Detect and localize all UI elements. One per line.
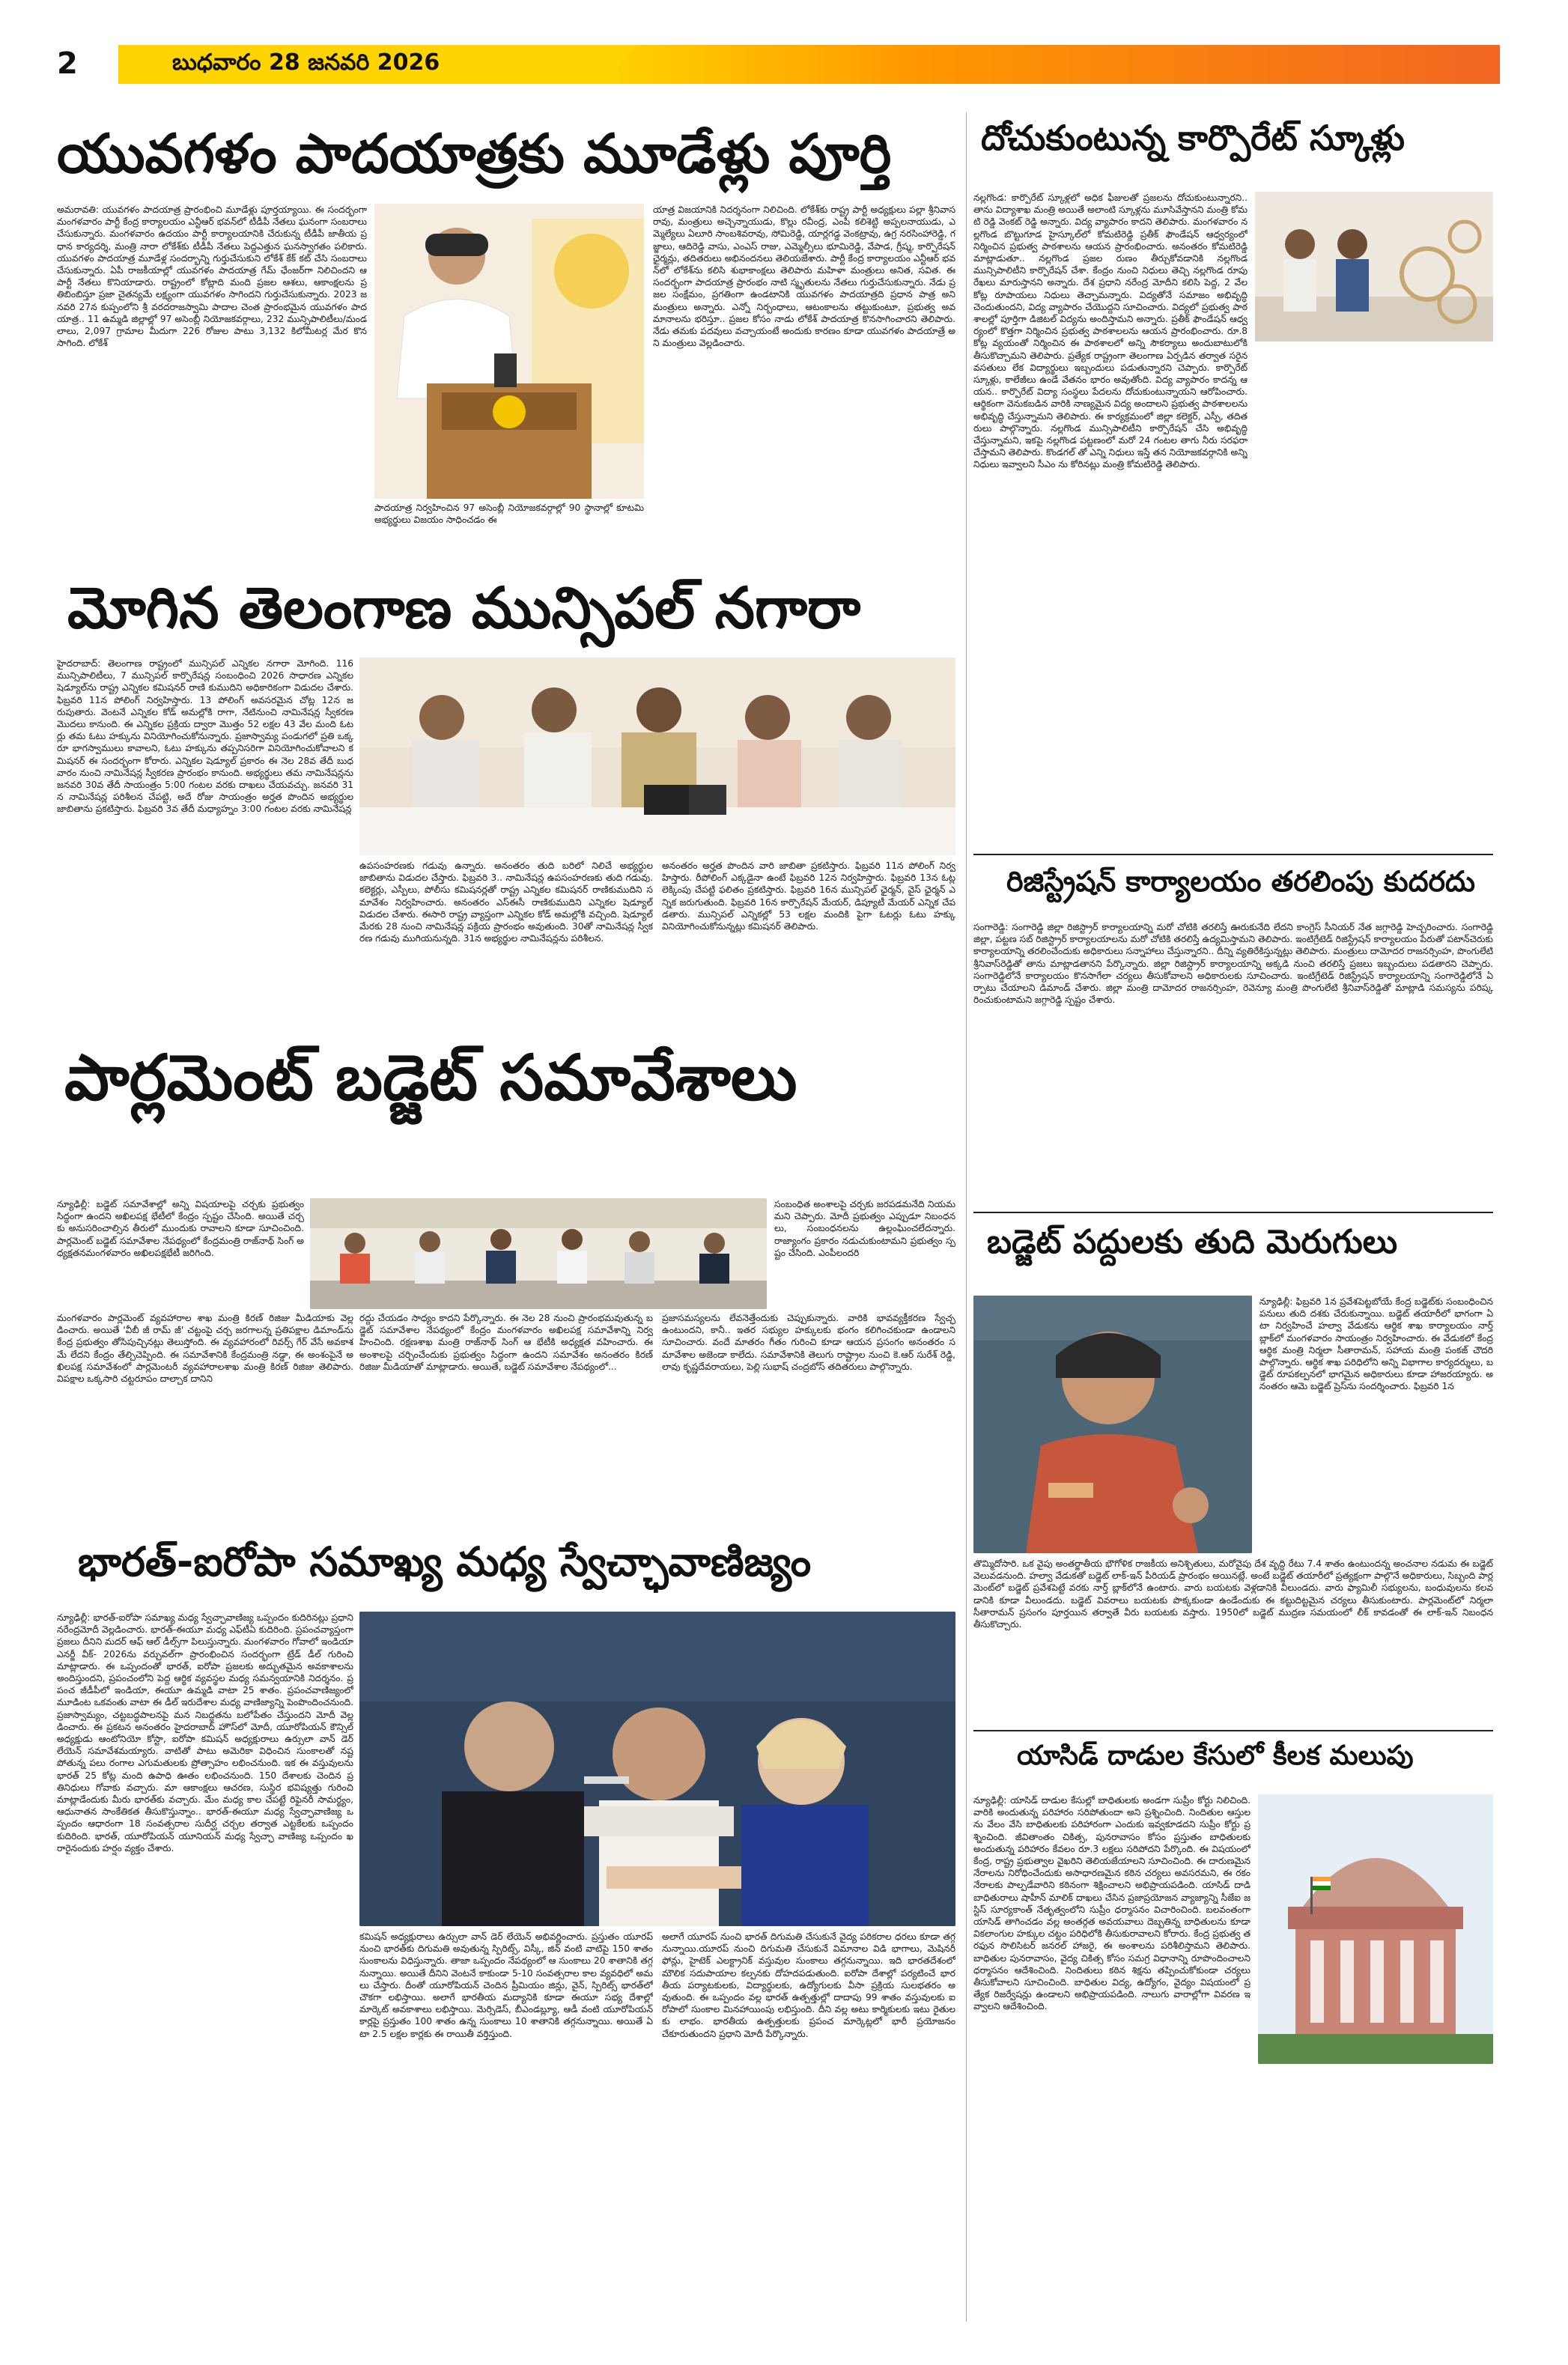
registration-headline: రిజిస్ట్రేషన్ కార్యాలయం తరలింపు కుదరదు: [1006, 865, 1476, 898]
modi-eu-photo: [359, 1612, 955, 1926]
yuvagalam-col3: యాత్ర విజయానికి నిదర్శనంగా నిలిచింది. లోకేశ్‌కు రాష్ట్ర పార్టీ అధ్యక్షులు పల్లా శ్రీనివాసరావు, మంత్రులు అచ్చెన్నాయుడు, కొల్లు రవీంద్ర, ఎంపీ కలిశెట్టి అప్పలనాయుడు, ఎమ్మెల్యేలు ఏలూరి సాంబశివరావు, సోమిరెడ్డి, యార్లగడ్డ వెంకట్రావు, ఉగ్ర నరసింహారెడ్డి, గజ్జాలు, ఆదిరెడ్డి వాసు, ఎంఎస్ రాజు, ఎమ్మెల్సీలు భూమిరెడ్డి, వేపాడ, గ్రీష్మ, కార్పొరేషన్ ఛైర్మన్లు, తదితరులు అభినందనలు తెలియజేశారు. పార్టీ కేంద్ర కార్యాలయం ఎన్టీఆర్ భవన్‌లో లోకేశ్‌ను కలిసి శుభాకాంక్షలు తెలిపారు మహిళా మంత్రులు అనిత, సవిత. ఈ సందర్భంగా పాదయాత్ర ప్రారంభం నాటి స్మృతులను నేతలు గుర్తుచేసుకున్నారు. నేడు ప్రజల సంక్షేమం, ప్రగతింగా ఉండటానికి యువగళం పాదయాత్రది ప్రధాన పాత్ర అని మంత్రులు అన్నారు. ఎన్నో నిర్బంధాలు, ఆటంకాలను తట్టుకుంటూ, ప్రభుత్వ అవమానాలను భరిస్తూ.. ప్రజల కోసం నాడు లోకేశ్ పాదయాత్ర కొనసాగించారని తెలిపారు. నేడు తమకు పదవులు వచ్చాయంటే అందుకు కారణం కూడా యువగళం పాదయాత్రే అని మంత్రులు వెల్లడించారు.: [653, 204, 955, 349]
europe-col3-bottom: అలాగే యూరప్ నుంచి భారత్ దిగుమతి చేసుకునే వైద్య పరికరాల ధరలు కూడా తగ్గనున్నాయి.యూరప్ నుంచి దిగుమతి చేసుకునే విమానాల విడి భాగాలు, మెషినరీ ఫోన్లు, హైటెక్ ఎలక్ట్రానిక్ వస్తువుల సుంకాలు తగ్గనున్నాయి. ఇది భారతదేశంలో మౌలిక సదుపాయాల కల్పనకు దోహదపడుతుంది. ఐరోపా దేశాల్లో పర్యటించే భారతీయ పర్యాటకులకు, విద్యార్థులకు, ఉద్యోగులకు వీసా ప్రక్రియ సులభతరం అవుతుంది. ఈ ఒప్పందం వల్ల భారత్ ఉత్పత్తుల్లో దాదాపు 99 శాతం వస్తువులకు ఐరోపాలో సుంకాల మినహాయింపు లభిస్తుంది. దీని వల్ల అటు కార్మికులకు ఇటు రైతులకు లాభం. భారతీయ ఉత్పత్తులకు ప్రపంచ మార్కెట్లలో భారీ ప్రయోజనం చేకూరుతుందని ప్రధాని మోదీ పేర్కొన్నారు.: [662, 1931, 955, 2039]
telangana-col2: ఉపసంహరణకు గడువు ఉన్నారు. అనంతరం తుది బరిలో నిలిచే అభ్యర్థుల జాబితాను విడుదల చేస్తారు. ఫిబ్రవరి 3.. నామినేషన్ల ఉపసంహరణకు తుది గడువు. కలెక్టర్లు, ఎస్పీలు, పోలీసు కమిషనర్లతో రాష్ట్ర ఎన్నికల కమిషనర్ రాణికుముదిని సమావేశం నిర్వహించారు. అనంతరం ఎస్‌ఈసీ రాణికుముదిని ఎన్నికల షెడ్యూల్ విడుదల చేశారు. ఈసారి రాష్ట్ర వ్యాప్తంగా ఎన్నికల కోడ్ అమల్లోకి వచ్చింది. షెడ్యూల్ మేరకు 28 నుంచి నామినేషన్ల పక్రియ ప్రారంభం అవుతుంది. 30తో నామినేషన్ల స్వీకరణ గడువు ముగియనున్నది. 31న అభ్యర్థుల నామినేషన్లను పరిశీలన.: [359, 860, 653, 944]
corporate-photo: [1255, 192, 1493, 341]
allparty-photo-art: [310, 1198, 767, 1309]
page-number: 2: [57, 46, 78, 81]
lokesh-photo-art: [374, 204, 644, 499]
parliament-col3-bottom: ప్రజాసమస్యలను లేవనెత్తేందుకు చెప్పుకున్నారు. వారికి భావవ్యక్తీకరణ స్వేచ్ఛ ఉంటుందని, కానీ.. ఇతర సభ్యుల హక్కులకు భంగం కలిగించకుండా ఉండాలని సూచించారు. వందే మాతరం గీతం గురించి కూడా ఆయన ప్రసంగం అనంతరం సమావేశాల అజెండా కాలేదు. సమావేశానికి తెలుగు రాష్ట్రాల నుంచి కె.ఆర్ సురేశ్ రెడ్డి, లావు కృష్ణదేవరాయలు, పెల్లి సుభాష్ చంద్రబోస్ తదితరులు పాల్గొన్నారు.: [662, 1313, 955, 1372]
budget-col-right: న్యూఢిల్లీ: ఫిబ్రవరి 1న ప్రవేశపెట్టబోయే కేంద్ర బడ్జెట్‌కు సంబంధించిన పనులు తుది దశకు చేరుకున్నాయి. బడ్జెట్ తయారీలో భాగంగా ఏటా నిర్వహించే హల్వా వేడుకను ఆర్థిక శాఖ కార్యాలయం నార్త్ బ్లాక్‌లో మంగళవారం సాయంత్రం నిర్వహించారు. ఈ వేడుకలో కేంద్ర ఆర్థిక మంత్రి నిర్మలా సీతారామన్, సహాయ మంత్రి పంకజ్ చౌదరి పాల్గొన్నారు. ఆర్థిక శాఖ పరిధిలోని అన్ని విభాగాల కార్యదర్శులు, బడ్జెట్ రూపకల్పనలో భాగమైన అధికారులు కూడా హాజరయ్యారు. అనంతరం ఆమె బడ్జెట్ ప్రెస్‌ను సందర్శించారు. ఫిబ్రవరి 1న: [1259, 1296, 1493, 1392]
corporate-body-top: నల్లగొండ: కార్పొరేట్ స్కూళ్లలో అధిక ఫీజులతో ప్రజలను దోచుకుంటున్నారని.. తాను విద్యాశాఖ మంత్రి అయితే అలాంటి స్కూళ్లను మూసివేస్తానని మంత్రి కోమటి రెడ్డి వెంకట్ రెడ్డి అన్నారు. విద్య వ్యాపారం కాదని తెలిపారు. మంగళవారం నల్లగొండ బొట్టుగూడ హైస్కూల్‌లో కోమటిరెడ్డి ప్రతీక్ ఫౌండేషన్ ఆధ్వర్యంలో నిర్మించిన ప్రభుత్వ పాఠశాలను ఆయన ప్రారంభించారు. అనంతరం కోమటిరెడ్డి మాట్లాడుతూ.. నల్లగొండ ప్రజల రుణం తీర్చుకోవడానికి నల్లగొండ మున్సిపాలిటీని కార్పొరేషన్ చేశా. కేంద్రం నుంచి నిధులు తెచ్చి నల్లగొండ రూపు రేఖలు మారుస్తానని అన్నారు. దేశ ప్రధాని నరేంద్ర మోదీని కలిసి పెద్ద, 2 వేల కోట్ల రూపాయలు నిధులు తెచ్చామన్నారు. విద్యతోనే సమాజం అభివృద్ధి చెందుతుందని, విద్య వ్యాపారం చేయొద్దని సూచించారు. విద్యలో ప్రభుత్వ పాఠశాలల్లో పూర్తిగా డిజిటల్ విద్యను అందిస్తామని అన్నారు. ప్రతీక్ ఫౌండేషన్ ఆధ్వర్యంలో కొత్తగా నిర్మించిన ప్రభుత్వ పాఠశాలలను ఆయన ప్రారంభించారు. రూ.8కోట్ల వ్యయంతో నిర్మించిన ఈ పాఠశాలలో అన్ని సౌకర్యాలు అందుబాటులోకి తీసుకొచ్చామని తెలిపారు. ప్రత్యేక రాష్ట్రంగా తెలంగాణ ఏర్పడిన తర్వాత సరైన వసతులు లేక విద్యార్థులు ఇబ్బందులు పడుతున్నారని చెప్పారు. కార్పొరేట్ స్కూళ్లు, కాలేజీలు ఉండే వేతనం భారం అవుతోంది. విద్య వ్యాపారం కాదన్న ఆయన.. కార్పొరేట్ విద్యా సంస్థలు పేదలను దోచుకుంటున్నాయని ఆరోపించారు. ఆర్థికంగా వెనుకబడిన వారికి నాణ్యమైన విద్య అందాలని ప్రభుత్వ పాఠశాలలను అభివృద్ధి చేస్తున్నామని తెలిపారు. ఈ కార్యక్రమంలో జిల్లా కలెక్టర్, ఎస్పీ, తదితరులు పాల్గొన్నారు. నల్లగొండ మున్సిపాలిటీని కార్పొరేషన్ చేసి అభివృద్ధి చేస్తున్నామని, ఇకపై నల్లగొండ పట్టణంలో మరో 24 గంటల తాగు నీరు సరఫరా చేస్తామని తెలిపారు. కొండగల్ తో ఎన్ని నిధులు ఇస్తే తన నియోజకవర్గానికి అన్ని నిధులు ఇవ్వాలని సీఎం ను కోరినట్లు మంత్రి కోమటిరెడ్డి తెలిపారు.: [973, 192, 1248, 470]
parliament-col2-bottom: రద్దు చేయడం సాధ్యం కాదని పేర్కొన్నారు. ఈ నెల 28 నుంచి ప్రారంభమవుతున్న బడ్జెట్ సమావేశాల నేపథ్యంలో కేంద్రం మంగళవారం అఖిలపక్ష సమావేశాన్ని నిర్వహించింది. రక్షణశాఖ మంత్రి రాజ్‌నాథ్ సింగ్ ఆ భేటీకి అధ్యక్షత వహించారు. ఈ అంశాలపై చర్చించేందుకు ప్రభుత్వం సిద్ధంగా ఉందని సమావేశం అనంతరం కిరణ్ రిజిజు మీడియాతో మాట్లాడారు. అయితే, బడ్జెట్ సమావేశాల నేపథ్యంలో...: [359, 1313, 653, 1372]
budget-headline: బడ్జెట్ పద్దులకు తుది మెరుగులు: [987, 1223, 1398, 1261]
nirmala-photo: [973, 1296, 1252, 1553]
budget-body: తొమ్మిదోసారి. ఒక వైపు అంతర్జాతీయ భౌగోళిక రాజకీయ అనిశ్చితులు, మరోవైపు దేశ వృద్ధి రేటు 7.4 శాతం ఉంటుందన్న అంచనాల నడుమ ఈ బడ్జెట్ వెలువడనుంది. హల్వా వేడుకతో బడ్జెట్ లాక్-ఇన్ పీరియడ్ ప్రారంభం అయినట్లే. అంటే బడ్జెట్ తయారీలో ప్రత్యక్షంగా పాల్గొనే అధికారులు, సిబ్బంది పార్లమెంట్‌లో బడ్జెట్ ప్రవేశపెట్టే వరకు నార్త్ బ్లాక్‌లోనే ఉంటారు. వారు బయటకు వెళ్లడానికి వీలుండదు. వారు ఫ్యామిలీ సభ్యులను, బంధువులను కలవడానికి కూడా వీలుండదు. బడ్జెట్ వివరాలు బయటకు పొక్కకుండా ఉండేందుకు ఈ కట్టుదిట్టమైన చర్యలు తీసుకుంటారు. పార్లమెంట్‌లో నిర్మలా సీతారామన్ ప్రసంగం పూర్తయిన తర్వాతే వీరు బయటకు వస్తారు. 1950లో బడ్జెట్ ముద్రణ సమయంలో లీక్ కావడంతో ఈ లాక్-ఇన్ నిబంధన తీసుకొచ్చారు.: [973, 1558, 1493, 1630]
page-date: బుధవారం 28 జనవరి 2026: [172, 49, 440, 76]
acid-headline: యాసిడ్ దాడుల కేసులో కీలక మలుపు: [1017, 1740, 1414, 1771]
page-number-box: [51, 45, 118, 84]
sec-photo: [359, 658, 955, 855]
sec-photo-art: [359, 658, 955, 855]
registration-divider: [973, 1212, 1493, 1213]
parliament-col1-bottom: మంగళవారం పార్లమెంట్ వ్యవహారాల శాఖ మంత్రి కిరణ్ రిజిజు మీడియాకు వెల్లడించారు. అయితే 'వీబీ జీ రామ్ జీ' చట్టంపై చర్చ జరగాలన్న ప్రతిపక్షాల డిమాండ్‌ను కేంద్ర ప్రభుత్వం తోసిపుచ్చినట్లు తెలుస్తోంది. ఈ వ్యవహారంలో రివర్స్ గేర్ వేసే అవకాశమే లేదని కేంద్రం తేల్చిచెప్పింది. ఈ సమావేశానికి కేంద్రమంత్రి నడ్డా, ఈ అంశంపైనే అఖిలపక్ష సమావేశంలో పార్లమెంటరీ వ్యవహారాలశాఖ మంత్రి కిరణ్ రిజిజు తెలిపారు. విపక్షాల ఒక్కసారి చట్టరూపం దాల్చాక దానిని: [57, 1313, 353, 1385]
lokesh-photo: [374, 204, 644, 499]
telangana-col3: అనంతరం అర్హత పొందిన వారి జాబితా ప్రకటిస్తారు. ఫిబ్రవరి 11న పోలింగ్ నిర్వహిస్తారు. రీపోలింగ్ ఎక్కడైనా ఉంటే ఫిబ్రవరి 12న నిర్వహిస్తారు. ఫిబ్రవరి 13న ఓట్ల లెక్కింపు చేపట్టి ఫలితం ప్రకటిస్తారు. ఫిబ్రవరి 16న మున్సిపల్ ఛైర్మన్, వైస్ ఛైర్మన్ ఎన్నిక జరుగుతుంది. ఫిబ్రవరి 16న కార్పొరేషన్ మేయర్, డిప్యూటీ మేయర్ ఎన్నిక చేపడతారు. మున్సిపల్ ఎన్నికల్లో 53 లక్షల మందికి పైగా ఓటర్లు ఓటు హక్కు వినియోగించుకోనున్నట్లు కమిషనర్ తెలిపారు.: [662, 860, 955, 932]
column-divider: [966, 112, 967, 2322]
yuvagalam-caption: పాదయాత్ర నిర్వహించిన 97 అసెంబ్లీ నియోజకవర్గాల్లో 90 స్థానాల్లో కూటమి అభ్యర్థులు విజయం సాధించడం ఈ: [374, 503, 644, 526]
telangana-col1: హైదరాబాద్: తెలంగాణ రాష్ట్రంలో మున్సిపల్ ఎన్నికల నగారా మోగింది. 116 మున్సిపాలిటీలు, 7 మున్సిపల్ కార్పొరేషన్ల సంబంధించి 2026 సాధారణ ఎన్నికల షెడ్యూల్‌ను రాష్ట్ర ఎన్నికల కమిషనర్ రాణి కుముదిని అధికారికంగా విడుదల చేశారు. ఫిబ్రవరి 11న పోలింగ్ నిర్వహిస్తారు. 13 పోలింగ్ అవసరమైన చోట్ల 12న జరుపుతారు. వెంటనే ఎన్నికల కోడ్ అమల్లోకి రాగా, నేటినుంచి నామినేషన్ల స్వీకరణ మొదలు కానుంది. ఈ ఎన్నికల ప్రక్రియ ద్వారా మొత్తం 52 లక్షల 43 వేల మంది ఓటర్లు తమ ఓటు హక్కును వినియోగించుకోనున్నారు. ప్రజాస్వామ్య పండుగలో ప్రతి ఒక్కరూ భాగస్వాములు కావాలని, ఓటు హక్కును తప్పనిసరిగా వినియోగించుకోవాలని కమిషనర్ ఈ సందర్భంగా కోరారు. ఎన్నికల షెడ్యూల్ ప్రకారం ఈ నెల 28వ తేదీ బుధవారం నుంచి నామినేషన్ల స్వీకరణ ప్రారంభం కానుంది. అభ్యర్థులు తమ నామినేషన్లను జనవరి 30వ తేదీ సాయంత్రం 5:00 గంటల వరకు దాఖలు చేయవచ్చు. జనవరి 31న నామినేషన్ల పరిశీలన చేపట్టి, అదే రోజు సాయంత్రం అర్హత పొందిన అభ్యర్థుల జాబితాను ప్రకటిస్తారు. ఫిబ్రవరి 3వ తేదీ మధ్యాహ్నం 3:00 గంటల వరకు నామినేషన్ల: [57, 658, 353, 815]
allparty-photo: [310, 1198, 767, 1309]
yuvagalam-headline: యువగళం పాదయాత్రకు మూడేళ్లు పూర్తి: [57, 122, 892, 185]
parliament-col1-top: న్యూఢిల్లీ: బడ్జెట్ సమావేశాల్లో అన్ని విషయాలపై చర్చకు ప్రభుత్వం సిద్ధంగా ఉందని అఖిలపక్ష భేటీలో కేంద్రం స్పష్టం చేసింది. అయితే చర్చకు అనుసరించాల్సిన తీరులో ముందుకు రావాలని కూడా సూచించింది. పార్లమెంట్ బడ్జెట్ సమావేశాల నేపథ్యంలో కేంద్రమంత్రి రాజ్‌నాథ్ సింగ్ అధ్యక్షతనమంగళవారం అఖిలపక్షభేటీ జరిగింది.: [57, 1199, 304, 1258]
modi-eu-photo-art: [359, 1612, 955, 1926]
nirmala-photo-art: [973, 1296, 1252, 1553]
corporate-photo-art: [1255, 192, 1493, 341]
corporate-divider: [973, 854, 1493, 855]
europe-headline: భారత్‌-ఐరోపా సమాఖ్య మధ్య స్వేచ్ఛావాణిజ్యం: [78, 1538, 812, 1585]
telangana-headline: మోగిన తెలంగాణ మున్సిపల్ నగారా: [67, 574, 861, 641]
europe-col1: న్యూఢిల్లీ: భారత్-ఐరోపా సమాఖ్య మధ్య స్వేచ్ఛావాణిజ్య ఒప్పందం కుదిరినట్లు ప్రధాని నరేంద్రమోదీ వెల్లడించారు. భారత్-ఈయూ మధ్య ఎఫ్‌టీఏ కుదిరింది. ప్రపంచవ్యాప్తంగా ప్రజలు దీనిని మదర్ ఆఫ్ ఆల్ డీల్స్‌గా పిలుస్తున్నారు. మంగళవారం గోవాలో ఇండియా ఎనర్జీ వీక్- 2026ను వర్చువల్‌గా ప్రారంభించిన సందర్భంగా ట్రేడ్ డీల్ గురించి మాట్లాడారు. ఈ ఒప్పందంతో భారత్, ఐరోపా ప్రజలకు అద్భుతమైన అవకాశాలను అందిస్తుందని, ప్రపంచంలోని పెద్ద ఆర్థిక వ్యవస్థల మధ్య సమన్వయానికి నిదర్శనం. ప్రపంచ జీడీపీలో ఇండియా, ఈయూ ఉమ్మడి వాటా 25 శాతం. ప్రపంచవాణిజ్యంలో మూడింట ఒకవంతు వాటా ఈ డీల్ ఇరుదేశాల మధ్య వాణిజ్యాన్ని పెంపొందించనుంది. ప్రజాస్వామ్యం, చట్టబద్ధపాలనపై మన నిబద్ధతను బలోపేతం చేస్తుందని మోదీ వెల్లడించారు. ఈ ప్రకటన అనంతరం హైదరాబాద్ హౌస్‌లో మోదీ, యూరోపియన్ కౌన్సిల్ అధ్యక్షుడు ఆంటోనియో కోస్టా, ఐరోపా కమిషన్ అధ్యక్షురాలు ఉర్సులా వాన్ డెర్ లేయెన్ సమావేశమయ్యారు. వాటితో పాటు అమెరికా విధించిన సుంకాలతో నష్టపోతున్న పలు రంగాల ఎగుమతులకు ప్రోత్సాహం లభించనుంది. ఇక ఈ వస్తువులను భారత్ 25 కోట్ల మంది ఉపాధి ఊతం లభించనుంది. 150 దేశాలకు చెందిన ప్రతినిధులు గోవాకు వచ్చారు. మా ఆకాంక్షలు ఆచరణ, సుస్థిర భవిష్యత్తు గురించి మాట్లాడేందుకు మీరు భారత్‌కు వచ్చారు. మేం మధ్య కాల చేపట్టే రిఫైనరీ సామర్థ్యం, ఆధునాతన సాంకేతికత తీసుకొస్తున్నాం.. భారత్-ఈయూ మధ్య స్వేచ్ఛావాణిజ్య ఒప్పందం ఆధారంగా 18 సంవత్సరాల సుదీర్ఘ చర్చల తర్వాత ఎట్టకేలకు ఒప్పందం కుదిరింది. భారత్, యూరోపియన్ యూనియన్ మధ్య స్వేచ్ఛా వాణిజ్య ఒప్పందం ఖరారైనందుకు హర్షం వ్యక్తం చేశారు.: [57, 1612, 353, 1854]
supreme-court-photo: [1258, 1794, 1493, 2064]
parliament-headline: పార్లమెంట్ బడ్జెట్ సమావేశాలు: [64, 1041, 797, 1114]
yuvagalam-col1: అమరావతి: యువగళం పాదయాత్ర ప్రారంభించి మూడేళ్లు పూర్తయ్యాయి. ఈ సందర్భంగా మంగళవారం పార్టీ కేంద్ర కార్యాలయం ఎన్టీఆర్ భవన్‌లో టీడీపీ నేతలు ఘనంగా సంబరాలు చేసుకున్నారు. మంగళవారం ఉదయం పార్టీ కార్యాలయానికి చేరుకున్న టీడీపీ జాతీయ ప్రధాన కార్యదర్శి, మంత్రి నారా లోకేశ్‌కు టీడీపీ నేతలు పెద్దఎత్తున ఘనస్వాగతం పలికారు. యువగళం పాదయాత్ర మూడేళ్ల సందర్భాన్ని గుర్తుచేసుకుని లోకేశ్ కేక్ కట్ చేసి సంబరాలు చేసుకున్నారు. ఏపీ రాజకీయాల్లో యువగళం పాదయాత్ర గేమ్ ఛేంజర్‌గా నిలిచిందని ఆ పార్టీ నేతలు కొనియాడారు. రాష్ట్రంలో కోట్లాది మంది ప్రజల ఆశలు, ఆకాంక్షలను ప్రతిబింబిస్తూ ప్రజా చైతన్యమే లక్ష్యంగా యువగళం సాగిందని గుర్తుచేసుకున్నారు. 2023 జనవరి 27న కుప్పంలోని శ్రీ వరదరాజస్వామి పాదాల చెంత ప్రారంభమైన యువగళం పాదయాత్ర.. 11 ఉమ్మడి జిల్లాల్లో 97 అసెంబ్లీ నియోజకవర్గాలు, 232 మున్సిపాలిటీలు/మండలాలు, 2,097 గ్రామాల మీదుగా 226 రోజుల పాటు 3,132 కిలోమీటర్ల మేర కొనసాగింది. లోకేశ్: [57, 204, 367, 349]
europe-col2-bottom: కమిషన్ అధ్యక్షురాలు ఉర్సులా వాన్ డెర్ లేయెన్ అభివర్ణించారు. ప్రస్తుతం యూరప్ నుంచి భారత్‌కు దిగుమతి అవుతున్న స్పిరిట్స్, విస్కీ, జిన్ వంటి వాటిపై 150 శాతం సుంకాలను విధిస్తున్నారు. తాజా ఒప్పందం నేపథ్యంలో ఆ సుంకాలు 20 శాతానికి తగ్గనున్నాయి. అయితే దీనిని వెంటనే కాకుండా 5-10 సంవత్సరాల కాల వ్యవధిలో అమలు చేస్తారు. దీంతో యూరోపియన్ చెందిన ప్రీమియం జిన్లు, వైన్, స్పిరిట్స్ భారత్‌లో చౌకగా లభిస్తాయి. అలాగే భారతీయ మద్యానికి కూడా ఈయూ సభ్య దేశాల్లో మార్కెట్ అవకాశాలు లభిస్తాయి. మెర్సిడెస్, బీఎండబ్ల్యూ, ఆడీ వంటి యూరోపియన్ కార్లపై ప్రస్తుతం 100 శాతం ఉన్న సుంకాలు 10 శాతానికి తగ్గనున్నాయి. అయితే ఏటా 2.5 లక్షల కార్లకు ఈ రాయితీ వర్తిస్తుంది.: [359, 1931, 653, 2039]
corporate-headline: దోచుకుంటున్న కార్పొరేట్ స్కూళ్లు: [981, 118, 1406, 158]
acid-body: న్యూఢిల్లీ: యాసిడ్ దాడుల కేసుల్లో బాధితులకు అండగా సుప్రీం కోర్టు నిలిచింది. వారికి అందుతున్న పరిహారం సరిపోతుందా అని ప్రశ్నించింది. నిందితుల ఆస్తులను వేలం వేసి బాధితులకు పరిహారంగా ఎందుకు ఇవ్వకూడదని సుప్రీం కోర్టు ప్రశ్నించింది. జీవితాంతం చికిత్స, పునరావాసం కోసం ప్రస్తుతం బాధితులకు అందుతున్న పరిహారం కేవలం రూ.3 లక్షలు సరిపోదని పేర్కొంది. ఈ విషయంలో కేంద్ర, రాష్ట్ర ప్రభుత్వాల వైఖరిని తెలియజేయాలని సూచించింది. ఈ దారుణమైన నేరాలను నిరోధించేందుకు అసాధారణమైన కఠిన చర్యలు అవసరమని, ఈ రకం నేరాలకు పాల్పడేవారిని కఠినంగా శిక్షించాలని అభిప్రాయపడింది. యాసిడ్ దాడి బాధితురాలు షాహీన్ మాలిక్ దాఖలు చేసిన ప్రజాప్రయోజన వ్యాజ్యాన్ని సీజేఐ జస్టిస్ సూర్యకాంత్ నేతృత్వంలోని సుప్రీం ధర్మాసనం విచారించింది. బలవంతంగా యాసిడ్ తాగించడం వల్ల అంతర్గత అవయవాలు దెబ్బతిన్న బాధితులను కూడా వికలాంగుల హక్కుల చట్టం పరిధిలోకి తీసుకురావాలని కోరారు. కేంద్ర ప్రభుత్వ తరఫున సొలిసిటర్ జనరల్ హాజరై, ఈ అంశాలను పరిశీలిస్తామని తెలిపారు. బాధితుల పునరావాసం, వైద్య చికిత్స కోసం సమగ్ర విధానాన్ని రూపొందించాలని ధర్మాసనం ఆదేశించింది. నిందితులు కఠిన శిక్షను తప్పించుకోకుండా చర్యలు తీసుకోవాలని సూచించింది. బాధితుల విద్య, ఉద్యోగం, వైద్యం విషయంలో ప్రత్యేక రిజర్వేషన్లు ఉండాలని అభిప్రాయపడింది. నాలుగు వారాల్లోగా వివరణ ఇవ్వాలని ఆదేశించింది.: [973, 1795, 1251, 2012]
registration-body: సంగారెడ్డి: సంగారెడ్డి జిల్లా రిజిస్ట్రార్ కార్యాలయాన్ని మరో చోటికి తరలిస్తే ఊరుకునేది లేదని కాంగ్రెస్ సీనియర్ నేత జగ్గారెడ్డి హెచ్చరించారు. సంగారెడ్డి జిల్లా, పట్టణ సబ్ రిజిస్ట్రార్ కార్యాలయాలను మరో చోటికి తరలిస్తే ఉద్యమిస్తామని తెలిపారు. ఇంటిగ్రేటెడ్ రిజిస్ట్రేషన్ కార్యాలయం పేరుతో పటాన్‌చెరుకు కార్యాలయాన్ని తరలించేందుకు అధికారులు సన్నాహాలు చేస్తున్నారని.. దీన్ని వ్యతిరేకిస్తున్నట్లు తెలిపారు. మంత్రులు దామోదర రాజనర్సింహ, పొంగులేటి శ్రీనివాస్‌రెడ్డితో తాను మాట్లాడతానని పేర్కొన్నారు. జిల్లా రిజిస్ట్రార్ కార్యాలయాన్ని అక్కడి నుంచి తరలిస్తే ప్రజలు ఇబ్బందులు పడతారని చెప్పారు. సంగారెడ్డిలోనే కార్యాలయం కొనసాగేలా చర్యలు తీసుకోవాలని అధికారులకు సూచించారు. ఇంటిగ్రేటెడ్ రిజిస్ట్రేషన్ కార్యాలయాన్ని సంగారెడ్డిలోనే ఏర్పాటు చేయాలని డిమాండ్ చేశారు. జిల్లా మంత్రి దామోదర రాజనర్సింహ, రెవెన్యూ మంత్రి పొంగులేటి శ్రీనివాస్‌రెడ్డితో మాట్లాడి సమస్యను పరిష్కరించుకుంటామని జగ్గారెడ్డి స్పష్టం చేశారు.: [973, 922, 1493, 1006]
parliament-col3-top: సంబంధిత అంశాలపై చర్చకు జరపడమనేది నియమమని చెప్పారు. మోదీ ప్రభుత్వం ఎప్పుడూ నిబంధనలు, సంబంధనలను ఉల్లంఘించలేదన్నారు. రాజ్యాంగం ప్రకారం నడుచుకుంటామని ప్రభుత్వం స్పష్టం చేసింది. ఎంపీలందరి: [774, 1199, 955, 1258]
budget-divider: [973, 1730, 1493, 1731]
supreme-court-photo-art: [1258, 1794, 1493, 2064]
